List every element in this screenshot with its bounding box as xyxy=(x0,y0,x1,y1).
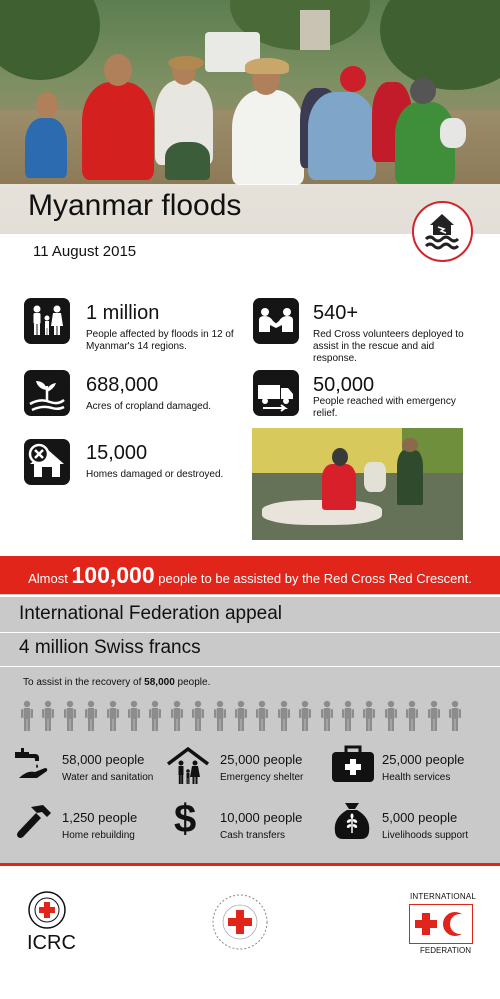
stat-value: 15,000 xyxy=(86,442,148,464)
date-label: 11 August 2015 xyxy=(33,243,137,260)
stat-description: Red Cross volunteers deployed to assist in the rescue and aid response. xyxy=(313,329,464,364)
sector-value: 1,250 people xyxy=(62,810,138,825)
dollar-icon: $ xyxy=(174,797,197,841)
flood-house-icon xyxy=(414,203,471,260)
person-icon xyxy=(448,700,462,732)
person-icon xyxy=(41,700,55,732)
person-icon xyxy=(405,700,419,732)
stat-description: Acres of cropland damaged. xyxy=(86,401,212,412)
stat-description: People reached with emergency relief. xyxy=(313,396,456,419)
sector-label: Cash transfers xyxy=(220,830,286,841)
person-icon xyxy=(255,700,269,732)
ifrc-label-top: INTERNATIONAL xyxy=(410,892,477,901)
assist-number: 58,000 xyxy=(144,677,175,688)
divider xyxy=(0,666,500,667)
banner-pre: Almost xyxy=(28,571,68,586)
person-icon xyxy=(341,700,355,732)
person-icon xyxy=(234,700,248,732)
person-icon xyxy=(20,700,34,732)
sector-label: Livelihoods support xyxy=(382,830,469,841)
banner-number: 100,000 xyxy=(71,562,155,588)
assist-pre: To assist in the recovery of xyxy=(23,677,142,688)
sector-value: 25,000 people xyxy=(220,752,303,767)
ifrc-logo xyxy=(409,904,473,944)
person-icon xyxy=(170,700,184,732)
person-icon xyxy=(84,700,98,732)
health-kit-icon xyxy=(330,744,376,784)
person-icon xyxy=(298,700,312,732)
banner-post: people to be assisted by the Red Cross Red Crescent. xyxy=(158,571,472,586)
truck-icon xyxy=(253,370,299,416)
person-icon xyxy=(277,700,291,732)
stat-description: Homes damaged or destroyed. xyxy=(86,469,224,480)
sector-value: 58,000 people xyxy=(62,752,145,767)
stat-value: 688,000 xyxy=(86,374,159,396)
stat-value: 540+ xyxy=(313,302,359,324)
banner-text xyxy=(0,562,500,589)
sector-value: 10,000 people xyxy=(220,810,303,825)
stat-value: 1 million xyxy=(86,302,160,324)
myanmar-red-cross-logo xyxy=(211,893,269,951)
divider-red xyxy=(0,863,500,866)
volunteers-icon xyxy=(253,298,299,344)
stat-description: People affected by floods in 12 of Myanmar's 14 regions. xyxy=(86,329,234,352)
people-pictogram-row xyxy=(20,700,470,732)
sector-label: Emergency shelter xyxy=(220,772,304,783)
divider xyxy=(0,595,500,597)
sector-label: Home rebuilding xyxy=(62,830,135,841)
divider xyxy=(0,632,500,633)
icrc-wordmark: ICRC xyxy=(27,932,76,954)
person-icon xyxy=(213,700,227,732)
icrc-seal-icon xyxy=(27,890,67,930)
stat-value: 50,000 xyxy=(313,374,375,396)
money-bag-icon xyxy=(331,799,373,841)
person-icon xyxy=(362,700,376,732)
house-damaged-icon xyxy=(24,439,70,485)
family-icon xyxy=(24,298,70,344)
assist-post: people. xyxy=(177,677,211,688)
sector-label: Water and sanitation xyxy=(62,772,154,783)
sector-value: 5,000 people xyxy=(382,810,458,825)
person-icon xyxy=(191,700,205,732)
person-icon xyxy=(320,700,334,732)
person-icon xyxy=(63,700,77,732)
ifrc-label-bottom: FEDERATION xyxy=(420,946,471,955)
page-title: Myanmar floods xyxy=(28,189,242,222)
person-icon xyxy=(427,700,441,732)
appeal-title: International Federation appeal xyxy=(19,603,283,624)
cropland-icon xyxy=(24,370,70,416)
assist-text xyxy=(23,677,210,688)
appeal-amount: 4 million Swiss francs xyxy=(19,637,201,658)
person-icon xyxy=(384,700,398,732)
person-icon xyxy=(127,700,141,732)
hammer-icon xyxy=(17,803,55,841)
shelter-icon xyxy=(166,746,210,786)
water-tap-icon xyxy=(13,748,51,782)
person-icon xyxy=(106,700,120,732)
person-icon xyxy=(148,700,162,732)
sector-label: Health services xyxy=(382,772,451,783)
sector-value: 25,000 people xyxy=(382,752,465,767)
flood-icon-badge xyxy=(412,201,473,262)
boat-rescue-photo xyxy=(252,428,463,540)
